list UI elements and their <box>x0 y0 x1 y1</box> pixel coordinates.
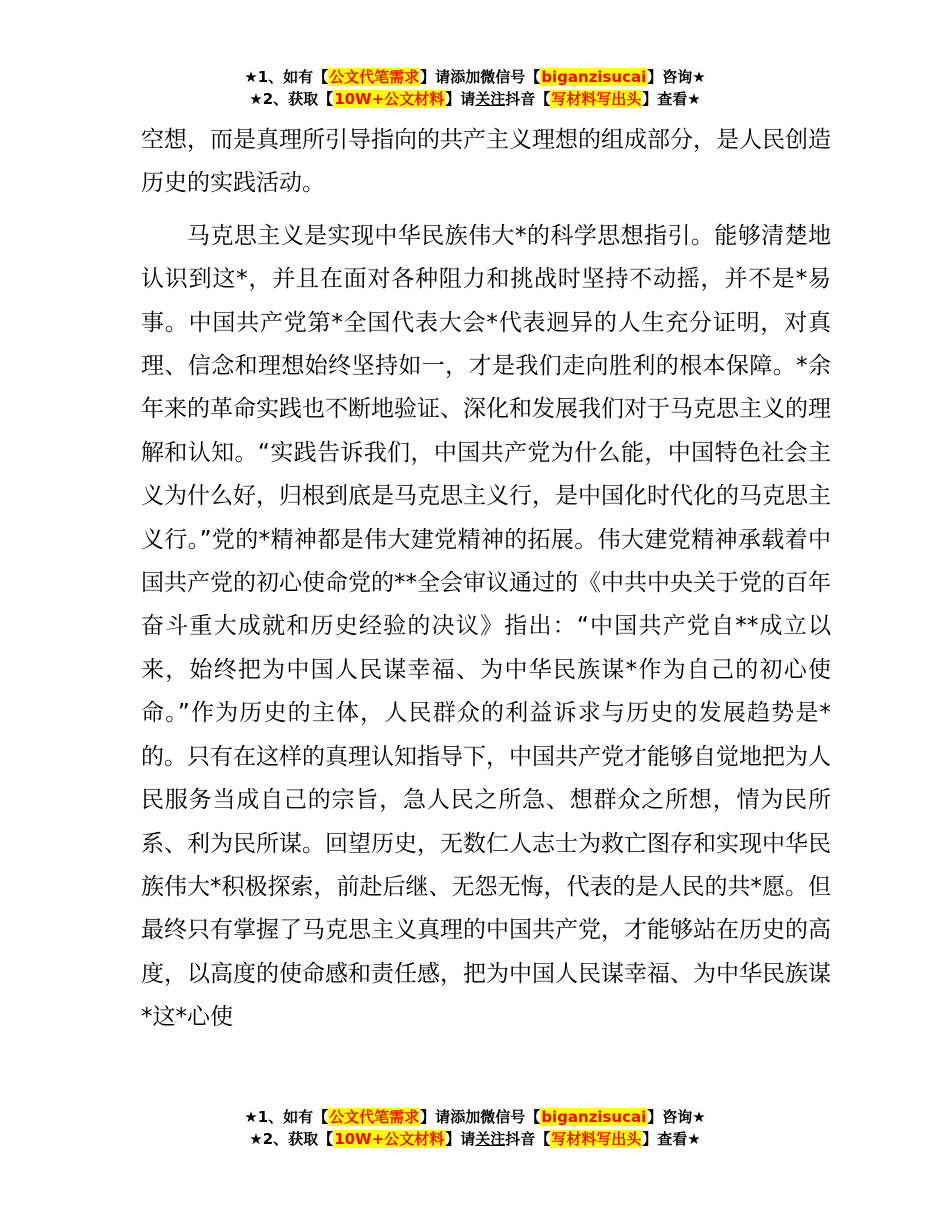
header-line1-suffix: 】咨询★ <box>647 68 706 86</box>
douyin-account-highlight: 写材料写出头 <box>551 1130 642 1148</box>
footer-line1-middle2: 微信号【 <box>480 1108 541 1126</box>
header-line1-middle1: 】请 <box>420 68 451 86</box>
footer-line1-middle1: 】请 <box>420 1108 451 1126</box>
footer-line-1 <box>0 1106 950 1128</box>
header-line1-emph: 添加 <box>450 68 481 86</box>
header-line2-suffix: 】查看★ <box>642 90 701 108</box>
ghostwriting-highlight: 公文代笔需求 <box>329 68 420 86</box>
footer-line2-emph: 关注 <box>475 1130 506 1148</box>
footer-line2-prefix: ★2、获取【 <box>249 1130 334 1148</box>
header-line2-middle1: 】请 <box>445 90 476 108</box>
paragraph-continuation: 空想，而是真理所引导指向的共产主义理想的组成部分，是人民创造历史的实践活动。 <box>141 127 831 197</box>
materials-highlight: 10W+公文材料 <box>334 1130 445 1148</box>
douyin-account-highlight: 写材料写出头 <box>551 90 642 108</box>
footer-line2-suffix: 】查看★ <box>642 1130 701 1148</box>
wechat-id-highlight: biganzisucai <box>541 1108 647 1126</box>
document-body <box>141 119 831 1040</box>
header-line-2 <box>0 88 950 110</box>
header-line2-emph: 关注 <box>475 90 506 108</box>
footer-line-2 <box>0 1128 950 1150</box>
footer-line1-emph: 添加 <box>450 1108 481 1126</box>
paragraph-main: 马克思主义是实现中华民族伟大*的科学思想指引。能够清楚地认识到这*，并且在面对各种阻力和挑战时坚持不动摇，并不是*易事。中国共产党第*全国代表大会*代表迥异的人生充分证明，对真理、信念和理想始终坚持如一，才是我们走向胜利的根本保障。*余年来的革命实践也不断地验证、深化和发展我们对于马克思主义的理解和认知。“实践告诉我们，中国共产党为什么能，中国特色社会主义为什么好，归根到底是马克思主义行，是中国化时代化的马克思主义行。”党的*精神都是伟大建党精神的拓展。伟大建党精神承载着中国共产党的初心使命党的**全会审议通过的《中共中央关于党的百年奋斗重大成就和历史经验的决议》指出：“中国共产党自**成立以来，始终把为中国人民谋幸福、为中华民族谋*作为自己的初心使命。”作为历史的主体，人民群众的利益诉求与历史的发展趋势是*的。只有在这样的真理认知指导下，中国共产党才能够自觉地把为人民服务当成自己的宗旨，急人民之所急、想群众之所想，情为民所系、利为民所谋。回望历史，无数仁人志士为救亡图存和实现中华民族伟大*积极探索，前赴后继、无怨无悔，代表的是人民的共*愿。但最终只有掌握了马克思主义真理的中国共产党，才能够站在历史的高度，以高度的使命感和责任感，把为中国人民谋幸福、为中华民族谋*这*心使 <box>141 222 831 1031</box>
footer-line2-middle1: 】请 <box>445 1130 476 1148</box>
header-line-1 <box>0 66 950 88</box>
footer-banner <box>0 1106 950 1150</box>
footer-line1-prefix: ★1、如有【 <box>244 1108 329 1126</box>
header-banner <box>0 66 950 110</box>
header-line1-middle2: 微信号【 <box>480 68 541 86</box>
footer-line1-suffix: 】咨询★ <box>647 1108 706 1126</box>
ghostwriting-highlight: 公文代笔需求 <box>329 1108 420 1126</box>
footer-line2-middle2: 抖音【 <box>505 1130 551 1148</box>
header-line2-prefix: ★2、获取【 <box>249 90 334 108</box>
materials-highlight: 10W+公文材料 <box>334 90 445 108</box>
header-line1-prefix: ★1、如有【 <box>244 68 329 86</box>
wechat-id-highlight: biganzisucai <box>541 68 647 86</box>
header-line2-middle2: 抖音【 <box>505 90 551 108</box>
